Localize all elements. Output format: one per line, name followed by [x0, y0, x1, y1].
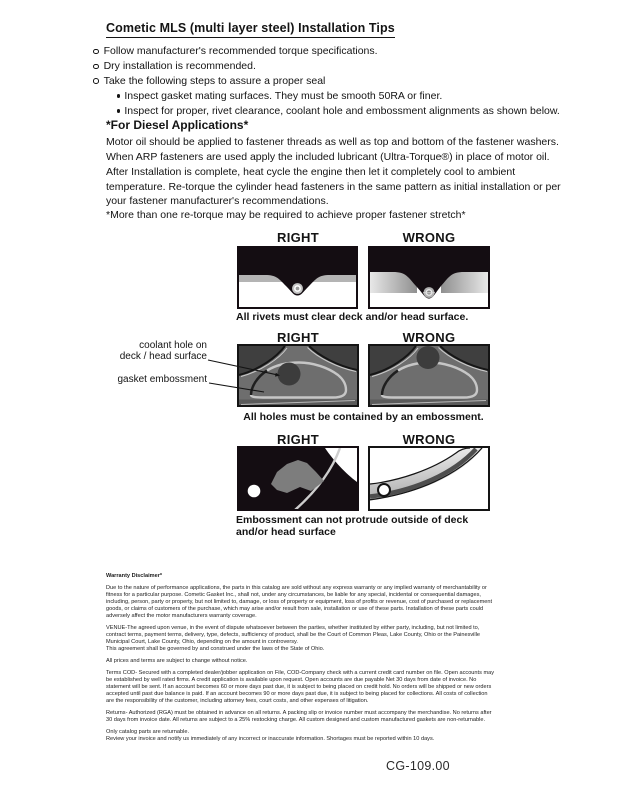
legal-line: Due to the nature of performance applications, the parts in this catalog are sold without any express warranty or any implied warranty of merchantability or — [106, 585, 487, 591]
list-item — [93, 44, 560, 59]
legal-line: including, person, party or property, but not limited to, damage, or loss of property or equipment, loss of profits or revenue, cost of purchased or replacement — [106, 599, 493, 605]
legal-line: All prices and terms are subject to change without notice. — [106, 658, 248, 664]
hollow-bullet-icon — [93, 64, 99, 70]
legal-line: contract terms, payment terms, delivery, type, defects, sufficiency of product, shall be the Court of Common Pleas, Lake County, Ohio or the Painesville — [106, 632, 481, 638]
legal-line: goods, or claims of customers of the purchase, which may arise and/or result from sale, installation or use of these parts. Installation of these parts could — [106, 606, 484, 612]
tip-text: Take the following steps to assure a proper seal — [103, 75, 326, 88]
legal-line: Review your invoice and notify us immediately of any incorrect or inaccurate information. Shortages must be reported within 10 days. — [106, 736, 435, 742]
coolant-hole-label: deck / head surface — [119, 351, 207, 362]
row3-caption-line2: and/or head surface — [236, 526, 336, 538]
row2-wrong-label: WRONG — [402, 330, 456, 345]
list-item — [93, 74, 560, 89]
hollow-bullet-icon — [93, 78, 99, 84]
legal-line: This agreement shall be governed by and construed under the laws of the State of Ohio. — [106, 646, 325, 652]
legal-line: Only catalog parts are returnable. — [106, 729, 190, 735]
legal-paragraph — [106, 710, 494, 724]
tip-text: Follow manufacturer's recommended torque specifications. — [103, 45, 378, 58]
legal-line: Returns- Authorized (RGA) must be obtained in advance on all returns. A packing slip or invoice number must accompany the merchandise. No returns after — [106, 710, 492, 716]
list-item — [117, 89, 560, 104]
list-item — [93, 59, 560, 74]
diesel-applications-heading: *For Diesel Applications* — [106, 118, 249, 132]
legal-paragraph — [106, 625, 494, 653]
row3-right-label: RIGHT — [277, 432, 319, 447]
legal-line: statement will be sent. If an account becomes 60 or more days past due, it is subject to being placed on credit hold. No orders will be shipped or new orders — [106, 684, 492, 690]
legal-fine-print — [106, 573, 494, 748]
legal-line: are the responsibility of the customer, including attorney fees, court costs, and other expenses of litigation. — [106, 698, 369, 704]
hollow-bullet-icon — [93, 49, 99, 55]
legal-line: 30 days from invoice date. All returns are subject to a 25% restocking charge. All custom designed and custom manufactured gaskets are non-returnable. — [106, 717, 486, 723]
bullet-icon — [117, 94, 120, 97]
legal-line: accepted until past due balance is paid. If an account becomes 90 or more days past due, it is subject to being placed for collections. All costs of collection — [106, 691, 488, 697]
diagram-rivet-wrong — [368, 246, 490, 309]
legal-line: Municipal Court, Lake County, Ohio, depending on the amount in controversy. — [106, 639, 298, 645]
page-code: CG-109.00 — [386, 759, 450, 773]
row3-caption-line1: Embossment can not protrude outside of deck — [236, 514, 469, 526]
legal-line: adversely affect the motor manufacturers warranty coverage. — [106, 613, 257, 619]
diagram-embossment-right — [237, 344, 359, 407]
legal-paragraph — [106, 670, 494, 705]
legal-paragraph — [106, 729, 494, 743]
row1-wrong-label: WRONG — [402, 230, 456, 245]
legal-line: fitness for a particular purpose. Cometic Gasket Inc., shall not, under any circumstances, be liable for any special, incidental or consequential damages, — [106, 592, 481, 598]
tip-text: Inspect for proper, rivet clearance, coolant hole and embossment alignments as shown below. — [124, 105, 560, 117]
coolant-hole-label: coolant hole on — [139, 340, 207, 351]
diagram-embossment-wrong — [368, 344, 490, 407]
warranty-disclaimer-heading: Warranty Disclaimer* — [106, 573, 163, 579]
legal-line: VENUE-The agreed upon venue, in the event of dispute whatsoever between the parties, whether instituted by either party, including, but not limited to, — [106, 625, 480, 631]
page-title: Cometic MLS (multi layer steel) Installation Tips — [106, 21, 395, 38]
installation-tips-list — [93, 44, 560, 118]
row2-caption: All holes must be contained by an embossment. — [243, 411, 484, 423]
legal-paragraph — [106, 658, 494, 665]
legal-line: Terms COD- Secured with a completed dealer/jobber application on File, COD-Company check with a current credit card number on file. Open accounts may — [106, 670, 495, 676]
row1-right-label: RIGHT — [277, 230, 319, 245]
diagram-rivet-right — [237, 246, 358, 309]
legal-line: be established by well rated firms. A credit application is available upon request. Open accounts are due payable Net 30 days from date of invoice. No — [106, 677, 477, 683]
diagram-protrusion-wrong — [368, 446, 490, 511]
bullet-icon — [117, 109, 120, 112]
legal-paragraph — [106, 585, 494, 620]
row2-right-label: RIGHT — [277, 330, 319, 345]
retorque-note: *More than one re-torque may be required to achieve proper fastener stretch* — [106, 209, 466, 221]
diagram-protrusion-right — [237, 446, 359, 511]
row3-wrong-label: WRONG — [402, 432, 456, 447]
diesel-paragraph-2: After Installation is complete, heat cycle the engine then let it completely cool to ambient temperature. Re-torque the cylinder head fasteners in the same pattern as initial installation or per your fastener manufacturer's recommendations. — [106, 166, 561, 208]
tip-text: Inspect gasket mating surfaces. They must be smooth 50RA or finer. — [124, 90, 443, 103]
row2-side-labels — [110, 340, 207, 385]
row3-caption — [236, 514, 468, 538]
gasket-embossment-label: gasket embossment — [117, 374, 207, 385]
diesel-paragraph-1: Motor oil should be applied to fastener threads as well as top and bottom of the fastener washers. When ARP fasteners are used apply the included lubricant (Ultra-Torque®) in place of motor oil. — [106, 136, 559, 163]
row1-caption: All rivets must clear deck and/or head surface. — [236, 311, 469, 323]
tip-text: Dry installation is recommended. — [103, 60, 256, 73]
list-item — [117, 104, 560, 119]
